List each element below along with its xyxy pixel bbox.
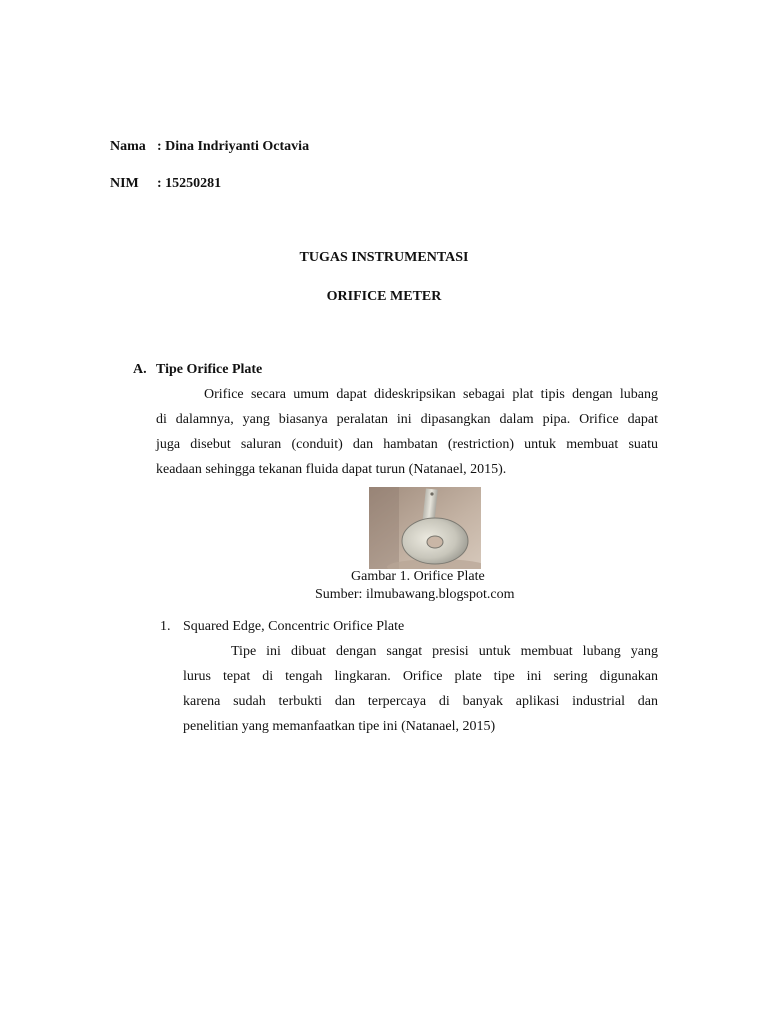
nim-value: : 15250281	[157, 176, 222, 191]
nim-row	[110, 176, 221, 192]
name-row	[110, 139, 309, 155]
figure-caption: Gambar 1. Orifice Plate	[351, 569, 485, 584]
item-1-paragraph	[183, 639, 658, 739]
item-1-heading: Squared Edge, Concentric Orifice Plate	[183, 619, 405, 634]
figure-source: Sumber: ilmubawang.blogspot.com	[315, 587, 515, 602]
name-value: : Dina Indriyanti Octavia	[157, 139, 310, 154]
paragraph-line: penelitian yang memanfaatkan tipe ini (Natanael, 2015)	[183, 719, 496, 734]
paragraph-line: juga disebut saluran (conduit) dan hambatan (restriction) untuk membuat suatu	[156, 437, 658, 452]
paragraph-line: lurus tepat di tengah lingkaran. Orifice plate tipe ini sering digunakan	[183, 669, 658, 684]
orifice-plate-photo	[369, 487, 481, 569]
nim-label: NIM	[110, 176, 139, 191]
paragraph-line: Tipe ini dibuat dengan sangat presisi untuk membuat lubang yang	[231, 644, 658, 659]
paragraph-line: karena sudah terbukti dan terpercaya di banyak aplikasi industrial dan	[183, 694, 658, 709]
main-title: TUGAS INSTRUMENTASI	[299, 250, 469, 265]
section-a-marker: A.	[133, 362, 147, 377]
paragraph-line: keadaan sehingga tekanan fluida dapat turun (Natanael, 2015).	[156, 462, 507, 477]
section-a-heading: Tipe Orifice Plate	[156, 362, 263, 377]
item-1-marker: 1.	[160, 619, 171, 634]
section-a-paragraph	[156, 382, 658, 482]
paragraph-line: di dalamnya, yang biasanya peralatan ini dipasangkan dalam pipa. Orifice dapat	[156, 412, 658, 427]
sub-title: ORIFICE METER	[326, 289, 442, 304]
name-label: Nama	[110, 139, 146, 154]
paragraph-line: Orifice secara umum dapat dideskripsikan sebagai plat tipis dengan lubang	[204, 387, 658, 402]
